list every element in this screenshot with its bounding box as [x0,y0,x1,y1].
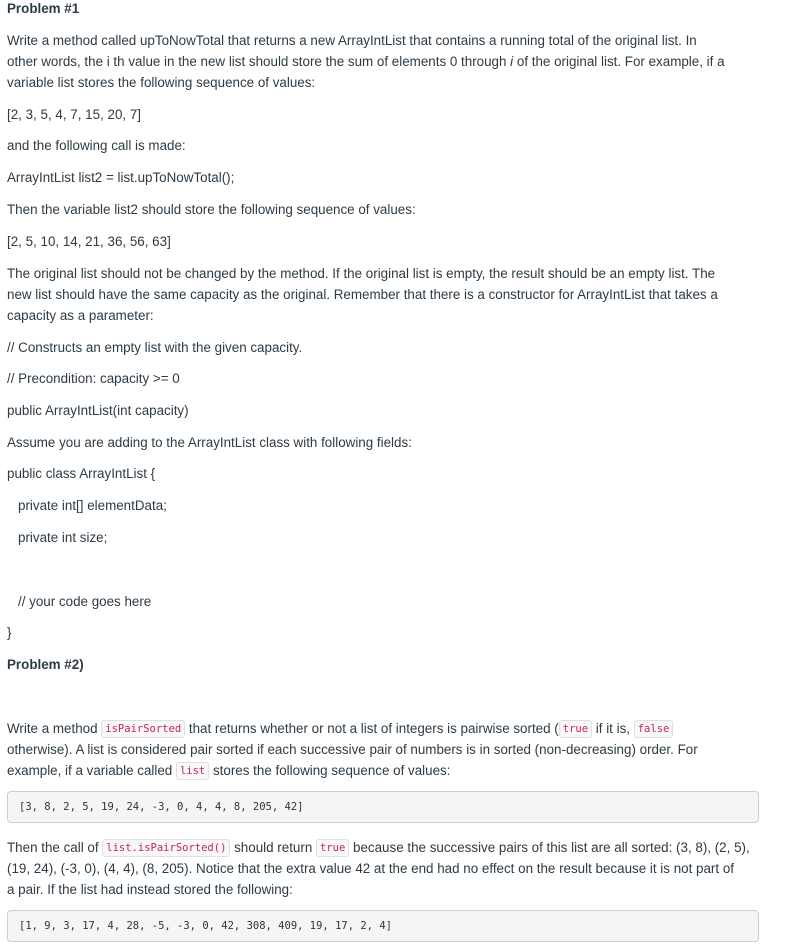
then-line3: a pair. If the list had instead stored the following: [7,882,293,897]
problem2-heading: Problem #2) [7,657,84,672]
intro-line2-italic-i: i [510,54,514,69]
field-size: private int size; [18,530,108,545]
then-text-b: should return [230,840,316,855]
notes-line3: capacity as a parameter: [7,308,154,323]
p2-line3-text-b: stores the following sequence of values: [209,763,451,778]
p2-line3-text-a: example, if a variable called [7,763,176,778]
then-line1 [7,837,750,858]
problem1-intro-line2 [7,51,725,72]
problem2-line1 [7,718,673,739]
notes-line2: new list should have the same capacity as the original. Remember that there is a constructor for ArrayIntList that takes a [7,287,718,302]
constructor-comment2: // Precondition: capacity >= 0 [7,371,180,386]
then-text-c: because the successive pairs of this list are all sorted: (3, 8), (2, 5), [349,840,750,855]
intro-line2-text-b: of the original list. For example, if a [513,54,725,69]
code-placeholder-comment: // your code goes here [18,594,152,609]
p2-line1-text-a: Write a method [7,721,102,736]
inline-code-call: list.isPairSorted() [102,839,230,857]
class-close-brace: } [7,625,12,640]
constructor-signature: public ArrayIntList(int capacity) [7,403,189,418]
problem1-intro-line3: variable list stores the following sequence of values: [7,75,316,90]
problem2-line2: otherwise). A list is considered pair sorted if each successive pair of numbers is in sorted (non-decreasing) order. For [7,742,698,757]
call-code: ArrayIntList list2 = list.upToNowTotal(); [7,170,235,185]
class-declaration: public class ArrayIntList { [7,466,156,481]
problem1-heading: Problem #1 [7,1,80,16]
then-line2: (19, 24), (-3, 0), (4, 4), (8, 205). Notice that the extra value 42 at the end had no effect on the result because it is not part of [7,861,734,876]
fields-intro: Assume you are adding to the ArrayIntList class with following fields: [7,435,412,450]
inline-code-list: list [176,762,209,780]
notes-line1: The original list should not be changed by the method. If the original list is empty, the result should be an empty list. The [7,266,716,281]
example-output: [2, 5, 10, 14, 21, 36, 56, 63] [7,234,171,249]
inline-code-false: false [634,720,674,738]
problem2-line3 [7,760,450,781]
result-intro: Then the variable list2 should store the following sequence of values: [7,202,416,217]
p2-line1-text-c: if it is, [592,721,634,736]
code-block-example2: [1, 9, 3, 17, 4, 28, -5, -3, 0, 42, 308, 409, 19, 17, 2, 4] [7,910,759,942]
then-text-a: Then the call of [7,840,103,855]
p2-line1-text-b: that returns whether or not a list of integers is pairwise sorted ( [185,721,559,736]
problem1-intro-line1: Write a method called upToNowTotal that returns a new ArrayIntList that contains a running total of the original list. In [7,33,697,48]
code-block-example1: [3, 8, 2, 5, 19, 24, -3, 0, 4, 4, 8, 205, 42] [7,791,759,823]
inline-code-true: true [559,720,592,738]
constructor-comment1: // Constructs an empty list with the given capacity. [7,340,303,355]
inline-code-true-2: true [316,839,349,857]
example-input: [2, 3, 5, 4, 7, 15, 20, 7] [7,107,141,122]
field-element-data: private int[] elementData; [18,498,167,513]
intro-line2-text-a: other words, the i th value in the new list should store the sum of elements 0 through [7,54,511,69]
inline-code-ispairsorted: isPairSorted [101,720,185,738]
call-intro: and the following call is made: [7,138,186,153]
